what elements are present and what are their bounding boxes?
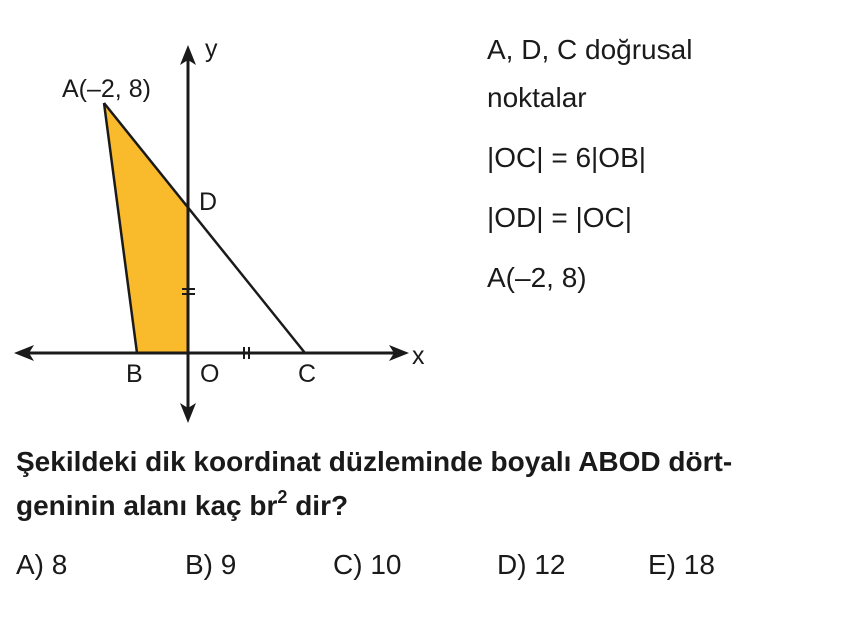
- given-line-2: noktalar: [487, 82, 587, 113]
- question-line-2: [16, 484, 846, 528]
- point-label-o: O: [200, 360, 220, 388]
- choice-b[interactable]: B) 9: [185, 549, 237, 580]
- choice-d[interactable]: D) 12: [497, 549, 566, 580]
- choice-a[interactable]: A) 8: [16, 549, 68, 580]
- given-line-5: A(–2, 8): [487, 262, 587, 293]
- given-line-1: A, D, C doğrusal: [487, 34, 693, 65]
- point-label-a: A(–2, 8): [62, 75, 151, 103]
- axis-label-x: x: [412, 342, 425, 370]
- choice-e[interactable]: E) 18: [648, 549, 715, 580]
- axis-label-y: y: [205, 35, 218, 63]
- question-line-2-main: geninin alanı kaç br: [16, 490, 278, 521]
- question-line-2-end: dir?: [287, 490, 349, 521]
- question-line-1: Şekildeki dik koordinat düzleminde boyalı ABOD dört-: [16, 446, 733, 477]
- question-text: [16, 440, 846, 528]
- given-line-3: |OC| = 6|OB|: [487, 142, 647, 173]
- point-label-d: D: [199, 188, 218, 216]
- choice-c[interactable]: C) 10: [333, 549, 402, 580]
- point-label-c: C: [298, 360, 317, 388]
- given-line-4: |OD| = |OC|: [487, 202, 633, 233]
- coordinate-figure: [0, 0, 460, 430]
- question-superscript: 2: [277, 487, 288, 507]
- point-label-b: B: [126, 360, 143, 388]
- shaded-quadrilateral-abod: [104, 103, 188, 353]
